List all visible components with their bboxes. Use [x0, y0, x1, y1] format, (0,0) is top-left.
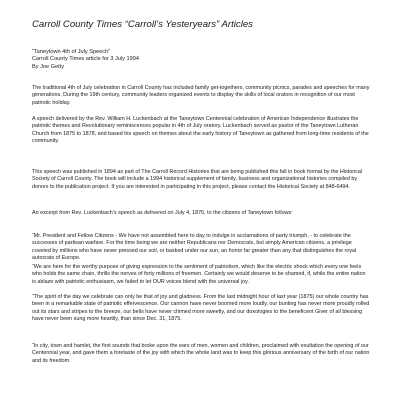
paragraph-quote-patriotism: “We are here for the worthy purpose of giving expression to the sentiment of patriotism, which like the electric shock which every one feels who holds the same chain, thrills the nerves of forty millions of freemen. Certainly we would deserve to be shamed, if, while the entire nation is ablaze with patriotic enthusiasm, we failed to let OUR voices blend with the universal joy.: [32, 264, 366, 285]
byline: By Joe Getty: [32, 63, 65, 70]
speech-title: “Taneytown 4th of July Speech”: [32, 49, 111, 55]
paragraph-quote-spirit: “The spirit of the day we celebrate can only be that of joy and gladness. From the last midnight hour of last year (1875) our whole country has been in a remarkable state of patriotic effervescence. Our cannon have never boomed more loudly, our bunting has never more proudly rolled out its stars and stripes to the breeze, our bells have never chimed more sweetly, and our doxologies to the beneficent Giver of all blessing have never been sung more heartily, than since Dec. 31, 1875.: [32, 294, 370, 322]
document-title: Carroll County Times “Carroll’s Yesteryears” Articles: [32, 19, 253, 30]
paragraph-luckenbach: A speech delivered by the Rev. William H. Luckenbach at the Taneytown Centennial celebration of American Independence illustrates the patriotic themes and Revolutionary reminiscences popular in 4th of July oratory. Luckenbach served as pastor of the Taneytown Lutheran Church from 1875 to 1878, and based his speech on themes about the early history of Taneytown as gathered from long-time residents of the community.: [32, 116, 369, 144]
paragraph-quote-city: “In city, town and hamlet, the first sounds that broke upon the ears of men, women and children, proclaimed with exultation the opening of our Centennial year, and gave them a foretaste of the joy with which the whole land was to keep this glorious anniversary of the birth of our nation and its freedom.: [32, 343, 370, 364]
paragraph-intro: The traditional 4th of July celebration in Carroll County has included family get-togethers, community picnics, parades and speeches for many generations. During the 19th century, community leaders organized events to display the skills of local orators in recognition of our most patriotic holiday.: [32, 85, 370, 106]
source-line: Carroll County Times article for 3 July 1994: [32, 56, 139, 63]
paragraph-quote-president: “Mr. President and Fellow Citizens - We have not assembled here to day to indulge in acclamations of party triumph, - to celebrate the successes of partisan warfare. For the time being we are neither Republicans nor Democrats, but simply American citizens, a privilege coveted by millions who have never pressed our soil, or basked under our sun, an honor far greater than any that distinguishes the royal autocrats of Europe.: [32, 233, 357, 261]
paragraph-publication: This speech was published in 1894 as part of The Carroll Record Histories that are being published this fall in book format by the Historical Society of Carroll County. The book will include a 1994 historical supplement of family, business and organizational histories compiled by donors to the publication project. If you are interested in participating in this project, please contact the Historical Society at 848-6494.: [32, 169, 363, 190]
article-header: [32, 49, 372, 71]
paragraph-excerpt-intro: An excerpt from Rev. Luckenbach’s speech as delivered on July 4, 1876, to the citizens of Taneytown follows:: [32, 210, 293, 216]
